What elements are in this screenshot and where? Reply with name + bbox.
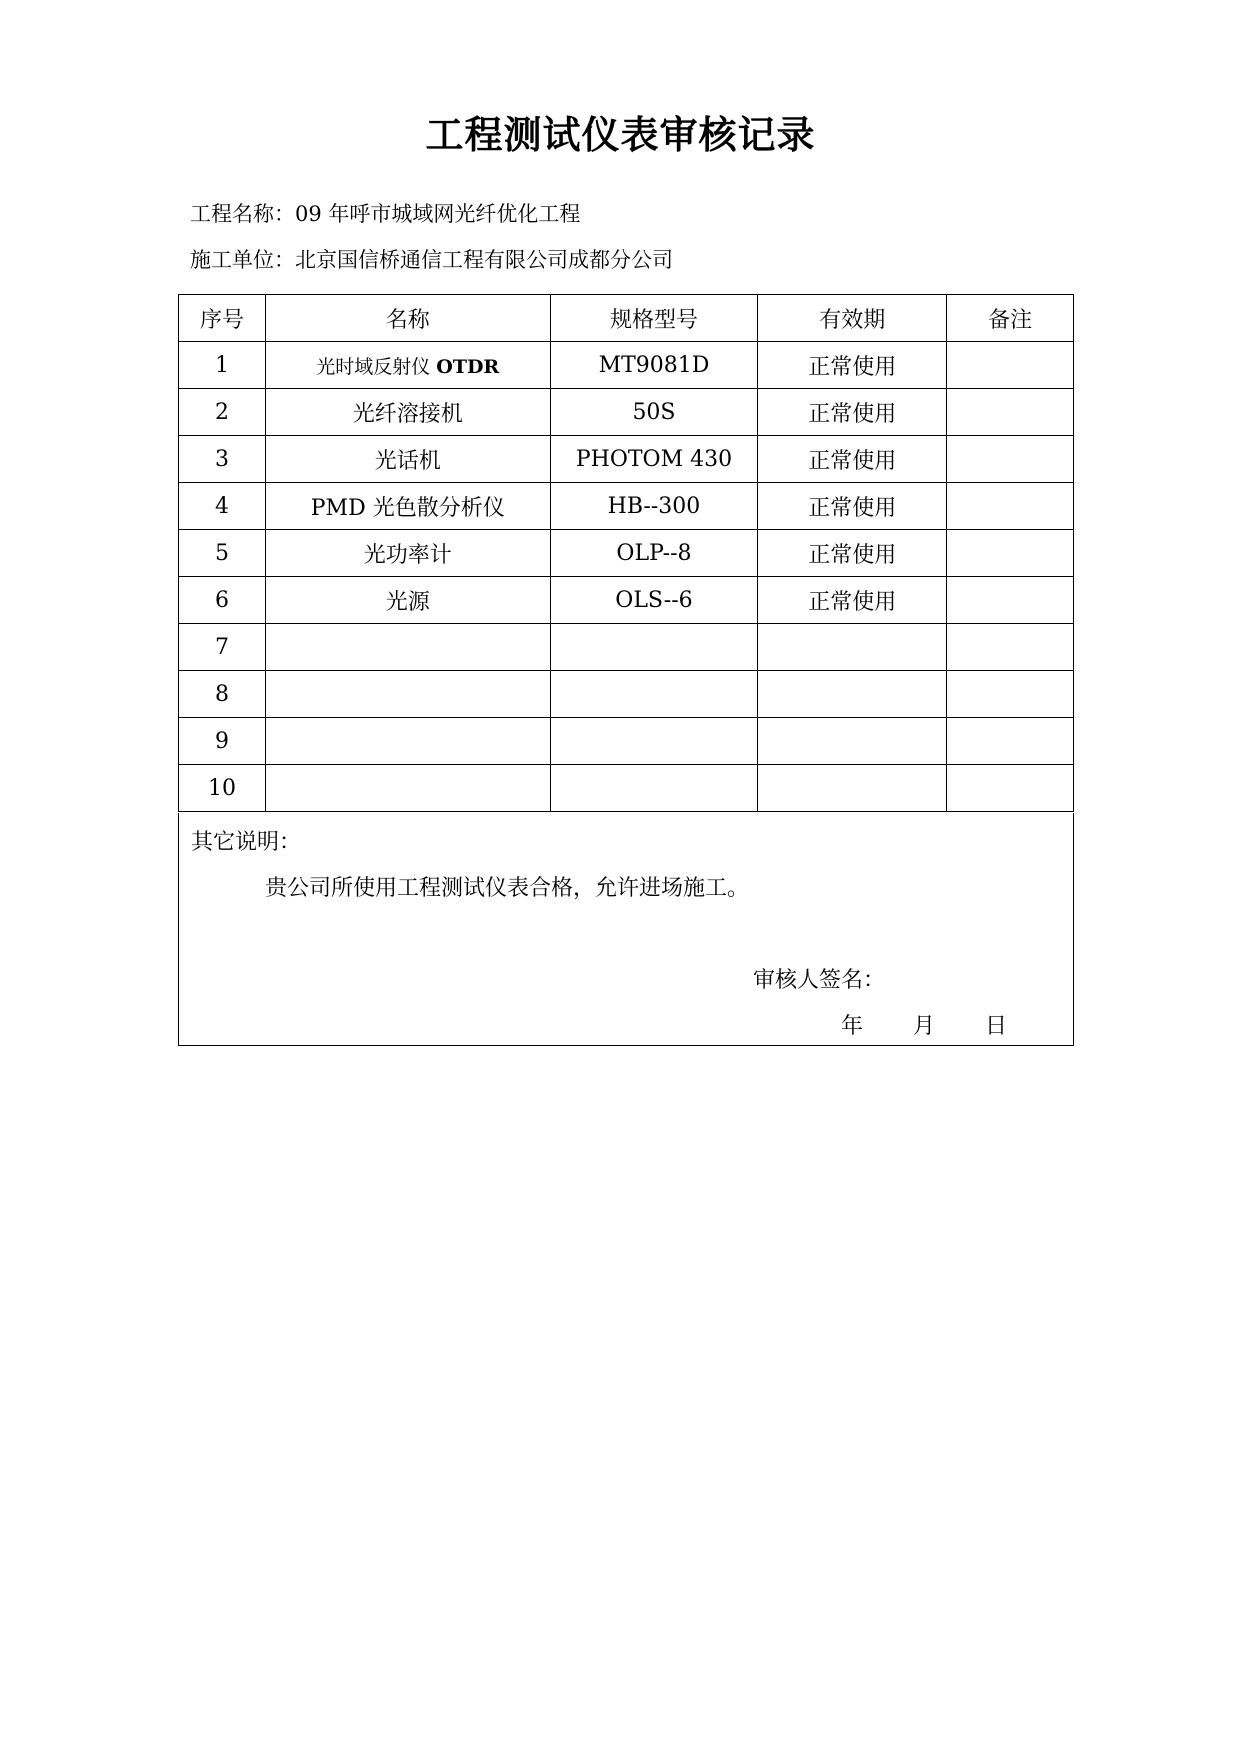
cell-model: OLP--8 (550, 530, 758, 577)
notes-section (178, 813, 1074, 1046)
cell-remark (947, 577, 1074, 624)
cell-name: 光纤溶接机 (265, 389, 550, 436)
cell-name: 光话机 (265, 436, 550, 483)
cell-name (265, 718, 550, 765)
cell-index: 6 (179, 577, 266, 624)
cell-model (550, 765, 758, 812)
cell-validity (758, 718, 947, 765)
cell-index: 10 (179, 765, 266, 812)
cell-validity: 正常使用 (758, 483, 947, 530)
cell-validity (758, 765, 947, 812)
cell-validity: 正常使用 (758, 577, 947, 624)
table-header-row (179, 295, 1074, 342)
cell-remark (947, 530, 1074, 577)
cell-remark (947, 436, 1074, 483)
cell-name (265, 624, 550, 671)
project-name-line (190, 198, 580, 228)
cell-validity: 正常使用 (758, 342, 947, 389)
header-validity: 有效期 (758, 295, 947, 342)
notes-label: 其它说明： (191, 830, 302, 855)
cell-model: MT9081D (550, 342, 758, 389)
page-title: 工程测试仪表审核记录 (425, 112, 816, 157)
table-row (179, 671, 1074, 718)
table-row (179, 389, 1074, 436)
project-name: 09 年呼市城域网光纤优化工程 (295, 202, 581, 226)
cell-name: 光源 (265, 577, 550, 624)
cell-index: 3 (179, 436, 266, 483)
cell-model: HB--300 (550, 483, 758, 530)
cell-name: PMD 光色散分析仪 (265, 483, 550, 530)
contractor-label: 施工单位： (190, 248, 295, 272)
cell-validity: 正常使用 (758, 436, 947, 483)
notes-text: 贵公司所使用工程测试仪表合格，允许进场施工。 (265, 876, 750, 901)
table-row (179, 436, 1074, 483)
date-month: 月 (913, 1014, 936, 1039)
cell-index: 7 (179, 624, 266, 671)
cell-name (265, 671, 550, 718)
cell-model (550, 718, 758, 765)
cell-remark (947, 718, 1074, 765)
cell-remark (947, 389, 1074, 436)
header-remark: 备注 (947, 295, 1074, 342)
cell-validity: 正常使用 (758, 389, 947, 436)
cell-index: 1 (179, 342, 266, 389)
cell-index: 5 (179, 530, 266, 577)
cell-validity (758, 624, 947, 671)
cell-name: 光时域反射仪 OTDR (265, 342, 550, 389)
table-row (179, 483, 1074, 530)
cell-validity (758, 671, 947, 718)
table-row (179, 530, 1074, 577)
cell-validity: 正常使用 (758, 530, 947, 577)
contractor: 北京国信桥通信工程有限公司成都分公司 (295, 248, 673, 272)
cell-index: 2 (179, 389, 266, 436)
cell-model: 50S (550, 389, 758, 436)
date-day: 日 (985, 1014, 1008, 1039)
table-row (179, 577, 1074, 624)
signature-label: 审核人签名： (753, 968, 886, 993)
header-model: 规格型号 (550, 295, 758, 342)
table-row (179, 718, 1074, 765)
contractor-line (190, 244, 673, 274)
cell-model: OLS--6 (550, 577, 758, 624)
cell-index: 9 (179, 718, 266, 765)
cell-model (550, 624, 758, 671)
cell-remark (947, 342, 1074, 389)
instrument-table (178, 294, 1074, 812)
cell-model: PHOTOM 430 (550, 436, 758, 483)
cell-remark (947, 765, 1074, 812)
table-row (179, 765, 1074, 812)
header-index: 序号 (179, 295, 266, 342)
cell-name: 光功率计 (265, 530, 550, 577)
cell-remark (947, 483, 1074, 530)
project-name-label: 工程名称： (190, 202, 295, 226)
cell-index: 4 (179, 483, 266, 530)
cell-index: 8 (179, 671, 266, 718)
header-name: 名称 (265, 295, 550, 342)
cell-remark (947, 624, 1074, 671)
table-row (179, 624, 1074, 671)
cell-remark (947, 671, 1074, 718)
table-row (179, 342, 1074, 389)
date-year: 年 (841, 1014, 864, 1039)
cell-name (265, 765, 550, 812)
cell-model (550, 671, 758, 718)
